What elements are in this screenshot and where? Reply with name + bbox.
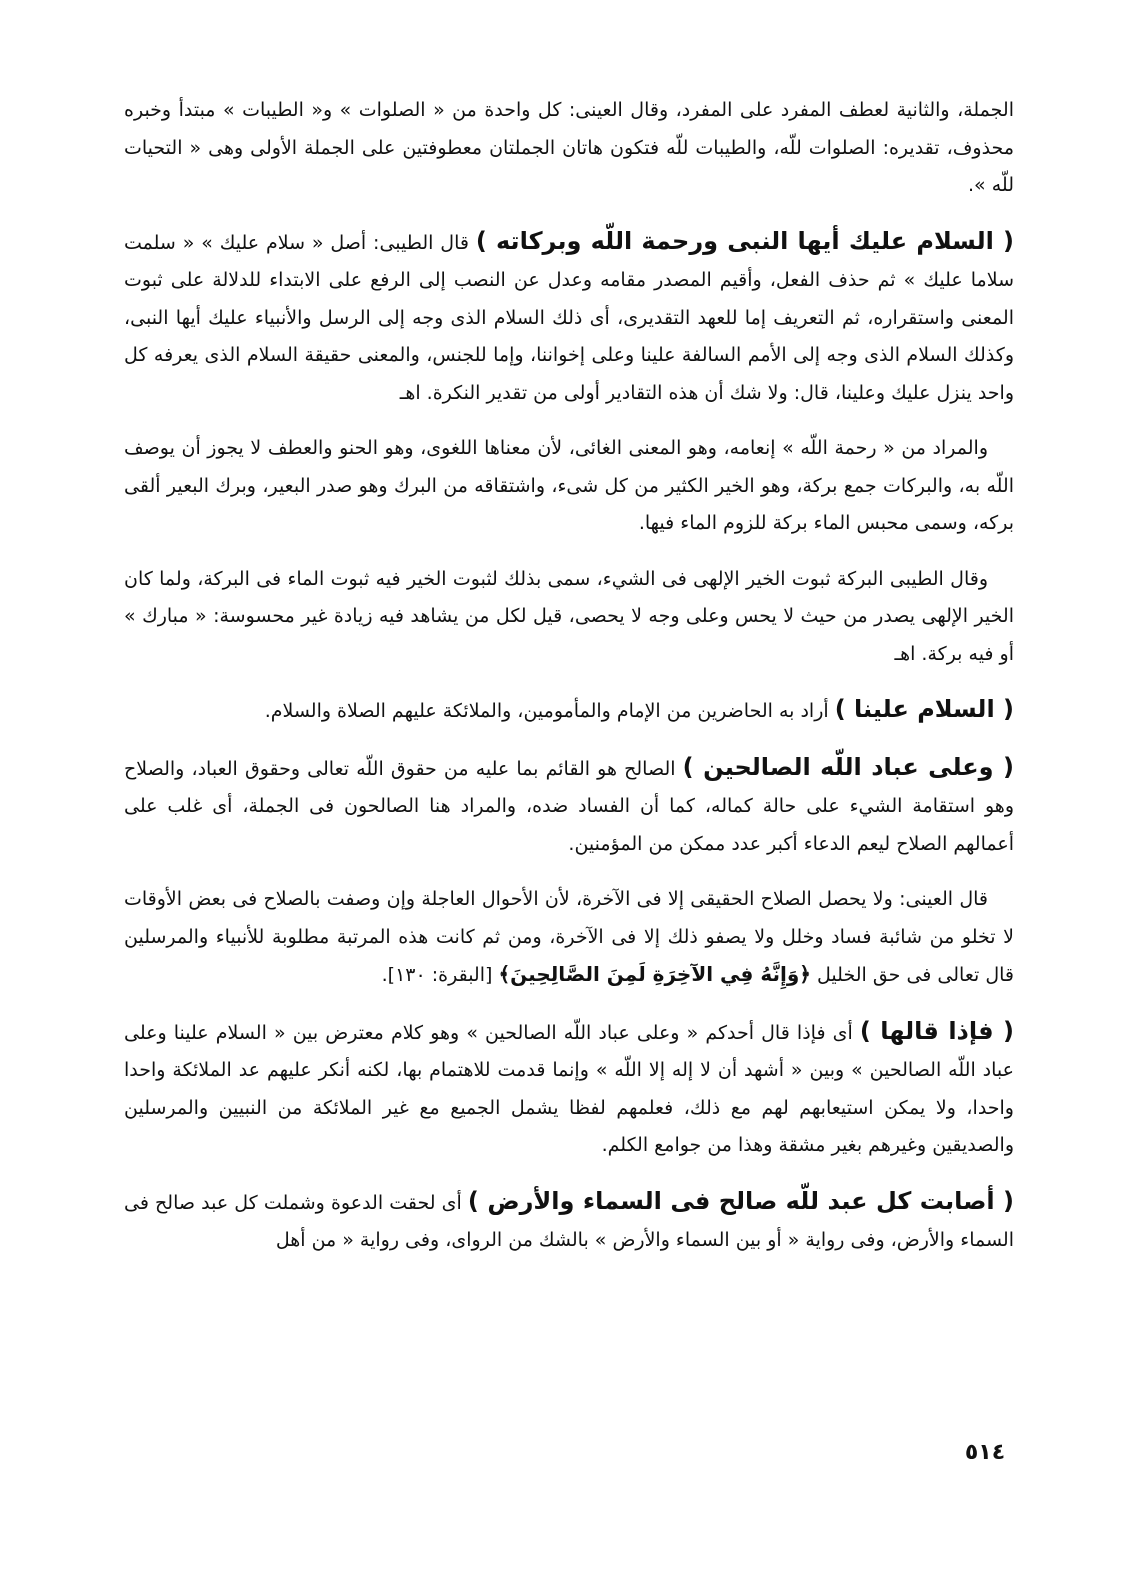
paragraph-3-text: والمراد من « رحمة اللّه » إنعامه، وهو المعنى الغائى، لأن معناها اللغوى، وهو الحنو والعطف لا يجوز أن يوصف اللّه به، والبركات جمع بركة، وهو الخير الكثير من كل شىء، واشتقاقه من البرك وهو صدر البعير، وبرك البعير ألقى بركه، وسمى محبس الماء بركة للزوم الماء فيها. xyxy=(124,437,1014,534)
paragraph-7-text: قال العينى: ولا يحصل الصلاح الحقيقى إلا فى الآخرة، لأن الأحوال العاجلة وإن وصفت بالصلاح فى بعض الأوقات لا تخلو من شائبة فساد وخلل ولا يصفو ذلك إلا فى الآخرة، ومن ثم كانت هذه المرتبة مطلوبة للأنبياء والمرسلين قال تعالى فى حق الخليل xyxy=(124,888,1014,986)
paragraph-9-heading: ( أصابت كل عبد للّه صالح فى السماء والأرض ) xyxy=(467,1186,1015,1215)
page-body xyxy=(124,92,1014,1278)
paragraph-5 xyxy=(124,691,1014,731)
paragraph-6 xyxy=(124,749,1014,864)
paragraph-5-text: أراد به الحاضرين من الإمام والمأمومين، والملائكة عليهم الصلاة والسلام. xyxy=(264,700,835,722)
page-number: ٥١٤ xyxy=(964,1440,1006,1465)
paragraph-2 xyxy=(124,223,1014,413)
paragraph-8-text: أى فإذا قال أحدكم « وعلى عباد اللّه الصالحين » وهو كلام معترض بين « السلام علينا وعلى عباد اللّه الصالحين » وبين « أشهد أن لا إله إلا اللّه » وإنما قدمت للاهتمام بها، لكنه أنكر عليهم عد الملائكة واحدا واحدا، ولا يمكن استيعابهم لهم مع ذلك، فعلمهم لفظا يشمل الجميع مع غير الملائكة من النبيين والمرسلين والصديقين وغيرهم بغير مشقة وهذا من جوامع الكلم. xyxy=(124,1021,1014,1156)
paragraph-9-text: أى لحقت الدعوة وشملت كل عبد صالح فى السماء والأرض، وفى رواية « أو بين السماء والأرض » بالشك من الرواى، وفى رواية « من أهل xyxy=(124,1191,1014,1251)
verse-reference: [البقرة: ١٣٠]. xyxy=(381,964,499,986)
paragraph-9 xyxy=(124,1183,1014,1260)
paragraph-4 xyxy=(124,561,1014,674)
paragraph-3 xyxy=(124,430,1014,543)
paragraph-2-text: قال الطيبى: أصل « سلام عليك » « سلمت سلاما عليك » ثم حذف الفعل، وأقيم المصدر مقامه وعدل عن النصب إلى الرفع على الابتداء للدلالة على ثبوت المعنى واستقراره، ثم التعريف إما للعهد التقديرى، أى ذلك السلام الذى وجه إلى الرسل والأنبياء عليك أيها النبى، وكذلك السلام الذى وجه إلى الأمم السالفة علينا وعلى إخواننا، وإما للجنس، والمعنى حقيقة السلام الذى يعرفه كل واحد ينزل عليك وعلينا، قال: ولا شك أن هذه التقادير أولى من تقدير النكرة. اهـ xyxy=(124,231,1014,404)
paragraph-8-heading: ( فإذا قالها ) xyxy=(859,1016,1014,1045)
paragraph-6-text: الصالح هو القائم بما عليه من حقوق اللّه تعالى وحقوق العباد، والصلاح وهو استقامة الشيء على حالة كماله، كما أن الفساد ضده، والمراد هنا الصالحون فى الجملة، أى غلب على أعمالهم الصلاح ليعم الدعاء أكبر عدد ممكن من المؤمنين. xyxy=(124,757,1014,855)
paragraph-5-heading: ( السلام علينا ) xyxy=(834,695,1014,723)
paragraph-8 xyxy=(124,1013,1014,1165)
paragraph-6-heading: ( وعلى عباد اللّه الصالحين ) xyxy=(682,752,1014,781)
paragraph-7 xyxy=(124,881,1014,995)
paragraph-1 xyxy=(124,92,1014,205)
paragraph-4-text: وقال الطيبى البركة ثبوت الخير الإلهى فى الشيء، سمى بذلك لثبوت الخير فيه ثبوت الماء فى البركة، ولما كان الخير الإلهى يصدر من حيث لا يحس وعلى وجه لا يحصى، قيل لكل من يشاهد فيه زيادة غير محسوسة: « مبارك » أو فيه بركة. اهـ xyxy=(124,567,1014,665)
quran-verse: ﴿وَإِنَّهُ فِي الآخِرَةِ لَمِنَ الصَّالِحِينَ﴾ xyxy=(498,962,811,986)
paragraph-1-text: الجملة، والثانية لعطف المفرد على المفرد، وقال العينى: كل واحدة من « الصلوات » و« الطيبات » مبتدأ وخبره محذوف، تقديره: الصلوات للّه، والطيبات للّه فتكون هاتان الجملتان معطوفتين على الجملة الأولى وهى « التحيات للّه ». xyxy=(124,99,1014,196)
paragraph-2-heading: ( السلام عليك أيها النبى ورحمة اللّه وبركاته ) xyxy=(475,226,1014,255)
